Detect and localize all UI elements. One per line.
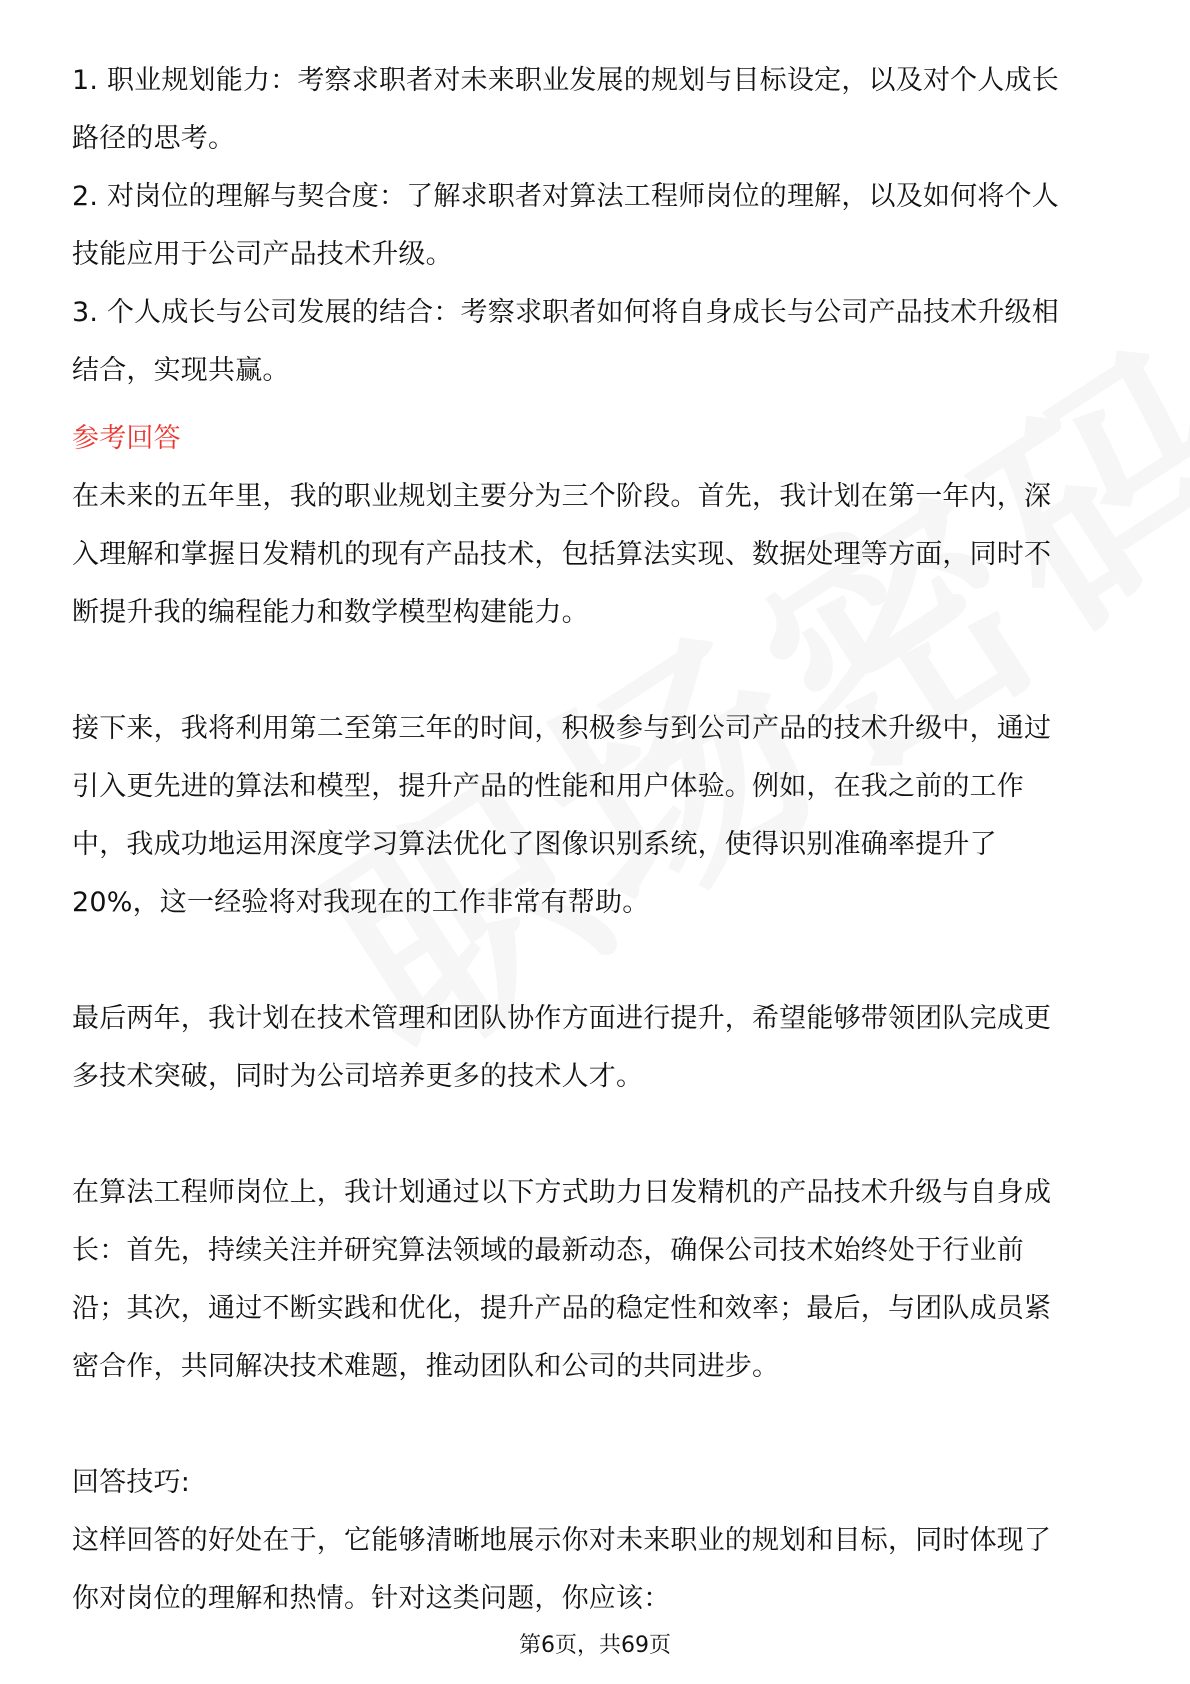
page-number-footer: 第6页，共69页 [519, 1633, 671, 1658]
paragraph-line: 长：首先，持续关注并研究算法领域的最新动态，确保公司技术始终处于行业前 [72, 1235, 1024, 1266]
paragraph-line: 中，我成功地运用深度学习算法优化了图像识别系统，使得识别准确率提升了 [72, 829, 997, 860]
answer-paragraph [72, 990, 1122, 1106]
paragraph-line: 你对岗位的理解和热情。针对这类问题，你应该： [72, 1583, 671, 1614]
list-item [72, 52, 1122, 168]
list-item-line: 1. 职业规划能力：考察求职者对未来职业发展的规划与目标设定，以及对个人成长 [72, 65, 1059, 96]
answer-tips-paragraph [72, 1512, 1122, 1628]
intro-list [72, 52, 1122, 400]
list-item-line: 3. 个人成长与公司发展的结合：考察求职者如何将自身成长与公司产品技术升级相 [72, 297, 1059, 328]
paragraph-line: 沿；其次，通过不断实践和优化，提升产品的稳定性和效率；最后，与团队成员紧 [72, 1293, 1052, 1324]
page-content [72, 52, 1122, 1628]
reference-answer-heading: 参考回答 [72, 423, 181, 454]
paragraph-line: 多技术突破，同时为公司培养更多的技术人才。 [72, 1061, 644, 1092]
paragraph-line: 接下来，我将利用第二至第三年的时间，积极参与到公司产品的技术升级中，通过 [72, 713, 1052, 744]
answer-tips-heading: 回答技巧: [72, 1467, 191, 1498]
answer-paragraph [72, 1164, 1122, 1396]
paragraph-line: 在算法工程师岗位上，我计划通过以下方式助力日发精机的产品技术升级与自身成 [72, 1177, 1052, 1208]
paragraph-line: 20%，这一经验将对我现在的工作非常有帮助。 [72, 887, 650, 918]
paragraph-line: 最后两年，我计划在技术管理和团队协作方面进行提升，希望能够带领团队完成更 [72, 1003, 1052, 1034]
paragraph-line: 这样回答的好处在于，它能够清晰地展示你对未来职业的规划和目标，同时体现了 [72, 1525, 1052, 1556]
paragraph-line: 断提升我的编程能力和数学模型构建能力。 [72, 597, 589, 628]
list-item [72, 168, 1122, 284]
list-item-line: 2. 对岗位的理解与契合度：了解求职者对算法工程师岗位的理解，以及如何将个人 [72, 181, 1059, 212]
paragraph-line: 密合作，共同解决技术难题，推动团队和公司的共同进步。 [72, 1351, 780, 1382]
list-item [72, 284, 1122, 400]
paragraph-line: 入理解和掌握日发精机的现有产品技术，包括算法实现、数据处理等方面，同时不 [72, 539, 1052, 570]
list-item-line: 路径的思考。 [72, 123, 236, 154]
list-item-line: 结合，实现共赢。 [72, 355, 290, 386]
answer-paragraph [72, 468, 1122, 642]
paragraph-line: 在未来的五年里，我的职业规划主要分为三个阶段。首先，我计划在第一年内，深 [72, 481, 1052, 512]
answer-paragraph [72, 700, 1122, 932]
paragraph-line: 引入更先进的算法和模型，提升产品的性能和用户体验。例如，在我之前的工作 [72, 771, 1024, 802]
list-item-line: 技能应用于公司产品技术升级。 [72, 239, 453, 270]
